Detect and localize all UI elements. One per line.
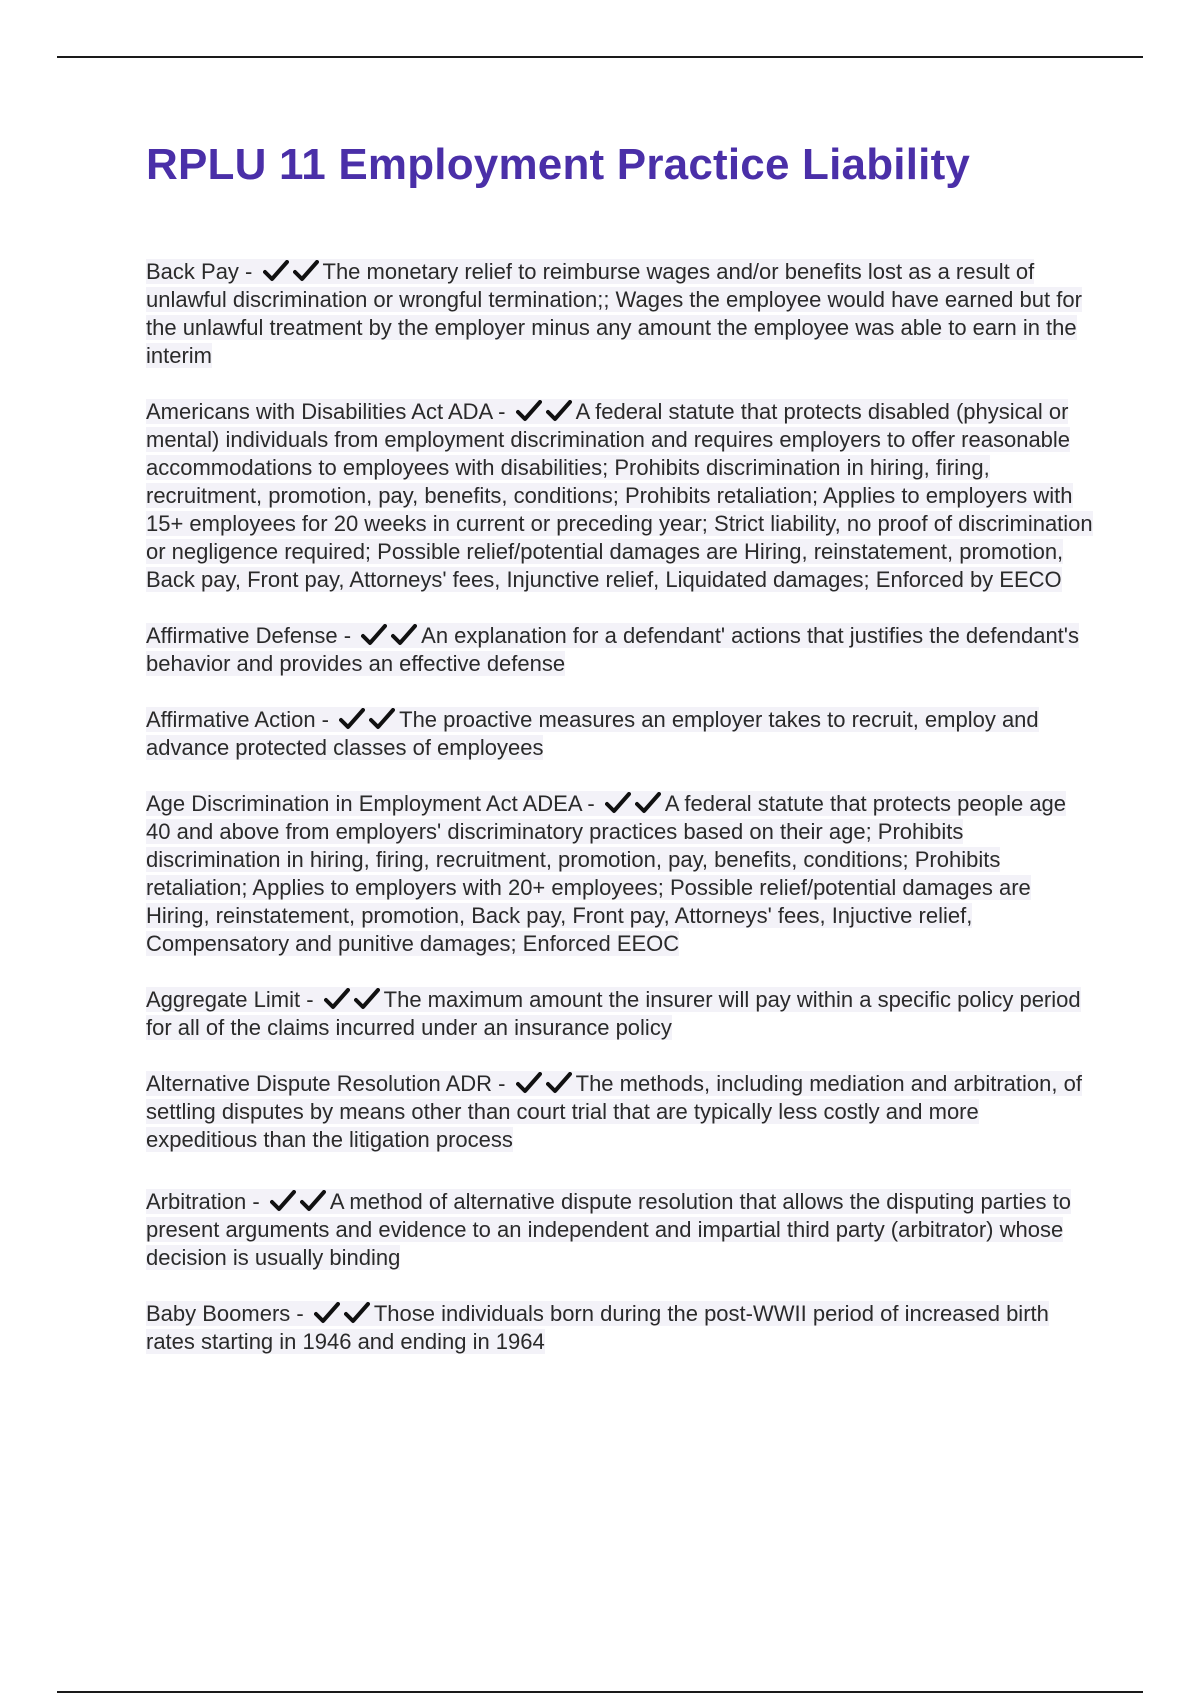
- check-icon: [369, 708, 395, 730]
- entry-term: Back Pay: [146, 259, 239, 284]
- term-separator: -: [492, 1071, 512, 1096]
- list-item: [146, 1070, 1096, 1154]
- entry-text: [146, 707, 1039, 760]
- check-marks: [512, 1070, 572, 1098]
- bottom-rule: [57, 1691, 1143, 1693]
- entry-term: Baby Boomers: [146, 1301, 291, 1326]
- check-icon: [605, 792, 631, 814]
- check-marks: [266, 1188, 326, 1216]
- check-icon: [391, 624, 417, 646]
- check-icon: [270, 1190, 296, 1212]
- entry-definition: A federal statute that protects people age 40 and above from employers' discriminatory practices based on their age; Prohibits discrimination in hiring, firing, recruitment, promotion, pay, benefits, conditions; Prohibits retaliation; Applies to employers with 20+ employees; Possible relief/potential damages are Hiring, reinstatement, promotion, Back pay, Front pay, Attorneys' fees, Injuctive relief, Compensatory and punitive damages; Enforced EEOC: [146, 791, 1067, 956]
- list-item: [146, 622, 1096, 678]
- check-marks: [320, 986, 380, 1014]
- check-marks: [512, 398, 572, 426]
- check-icon: [339, 708, 365, 730]
- term-separator: -: [492, 399, 512, 424]
- check-icon: [263, 260, 289, 282]
- entry-definition: Those individuals born during the post-WWII period of increased birth rates starting in 1946 and ending in 1964: [146, 1301, 1049, 1354]
- term-separator: -: [315, 707, 336, 732]
- list-item: [146, 986, 1096, 1042]
- entry-term: Aggregate Limit: [146, 987, 301, 1012]
- list-item: [146, 398, 1096, 594]
- term-separator: -: [300, 987, 320, 1012]
- check-icon: [516, 1072, 542, 1094]
- entry-definition: The methods, including mediation and arbitration, of settling disputes by means other than court trial that are typically less costly and more expeditious than the litigation process: [146, 1071, 1082, 1152]
- entry-definition: The maximum amount the insurer will pay within a specific policy period for all of the claims incurred under an insurance policy: [146, 987, 1081, 1040]
- list-item: [146, 790, 1096, 958]
- entry-term: Arbitration: [146, 1189, 247, 1214]
- flashcard-list: [146, 258, 1096, 1384]
- entry-text: [146, 791, 1066, 956]
- check-icon: [546, 1072, 572, 1094]
- entry-term: Americans with Disabilities Act ADA: [146, 399, 493, 424]
- entry-text: [146, 1071, 1082, 1152]
- list-item: [146, 258, 1096, 370]
- entry-term: Affirmative Defense: [146, 623, 338, 648]
- list-item: [146, 1300, 1096, 1356]
- check-icon: [354, 988, 380, 1010]
- list-item: [146, 706, 1096, 762]
- check-icon: [516, 400, 542, 422]
- term-separator: -: [581, 791, 601, 816]
- term-separator: -: [238, 259, 259, 284]
- check-marks: [259, 258, 319, 286]
- entry-term: Alternative Dispute Resolution ADR: [146, 1071, 493, 1096]
- entry-definition: A method of alternative dispute resolution that allows the disputing parties to present arguments and evidence to an independent and impartial third party (arbitrator) whose decision is usually binding: [146, 1189, 1071, 1270]
- entry-text: [146, 987, 1081, 1040]
- entry-text: [146, 259, 1082, 368]
- check-icon: [293, 260, 319, 282]
- entry-text: [146, 1301, 1049, 1354]
- entry-definition: The monetary relief to reimburse wages and/or benefits lost as a result of unlawful discrimination or wrongful termination;; Wages the employee would have earned but for the unlawful treatment by the employer minus any amount the employee was able to earn in the interim: [146, 259, 1082, 368]
- entry-text: [146, 623, 1079, 676]
- entry-term: Age Discrimination in Employment Act ADEA: [146, 791, 582, 816]
- page-title: RPLU 11 Employment Practice Liability: [146, 140, 971, 189]
- check-marks: [357, 622, 417, 650]
- term-separator: -: [290, 1301, 310, 1326]
- top-rule: [57, 56, 1143, 58]
- check-icon: [546, 400, 572, 422]
- check-icon: [300, 1190, 326, 1212]
- check-icon: [635, 792, 661, 814]
- entry-definition: A federal statute that protects disabled (physical or mental) individuals from employment discrimination and requires employers to offer reasonable accommodations to employees with disabilities; Prohibits discrimination in hiring, firing, recruitment, promotion, pay, benefits, conditions; Prohibits retaliation; Applies to employers with 15+ employees for 20 weeks in current or preceding year; Strict liability, no proof of discrimination or negligence required; Possible relief/potential damages are Hiring, reinstatement, promotion, Back pay, Front pay, Attorneys' fees, Injunctive relief, Liquidated damages; Enforced by EECO: [146, 399, 1093, 592]
- check-icon: [324, 988, 350, 1010]
- check-icon: [314, 1302, 340, 1324]
- check-marks: [335, 706, 395, 734]
- list-item: [146, 1188, 1096, 1272]
- entry-definition: The proactive measures an employer takes to recruit, employ and advance protected classes of employees: [146, 707, 1039, 760]
- term-separator: -: [246, 1189, 266, 1214]
- entry-text: [146, 1189, 1071, 1270]
- entry-text: [146, 399, 1093, 592]
- term-separator: -: [337, 623, 358, 648]
- entry-definition: An explanation for a defendant' actions that justifies the defendant's behavior and provides an effective defense: [146, 623, 1079, 676]
- check-marks: [310, 1300, 370, 1328]
- check-icon: [361, 624, 387, 646]
- check-marks: [601, 790, 661, 818]
- check-icon: [344, 1302, 370, 1324]
- entry-term: Affirmative Action: [146, 707, 316, 732]
